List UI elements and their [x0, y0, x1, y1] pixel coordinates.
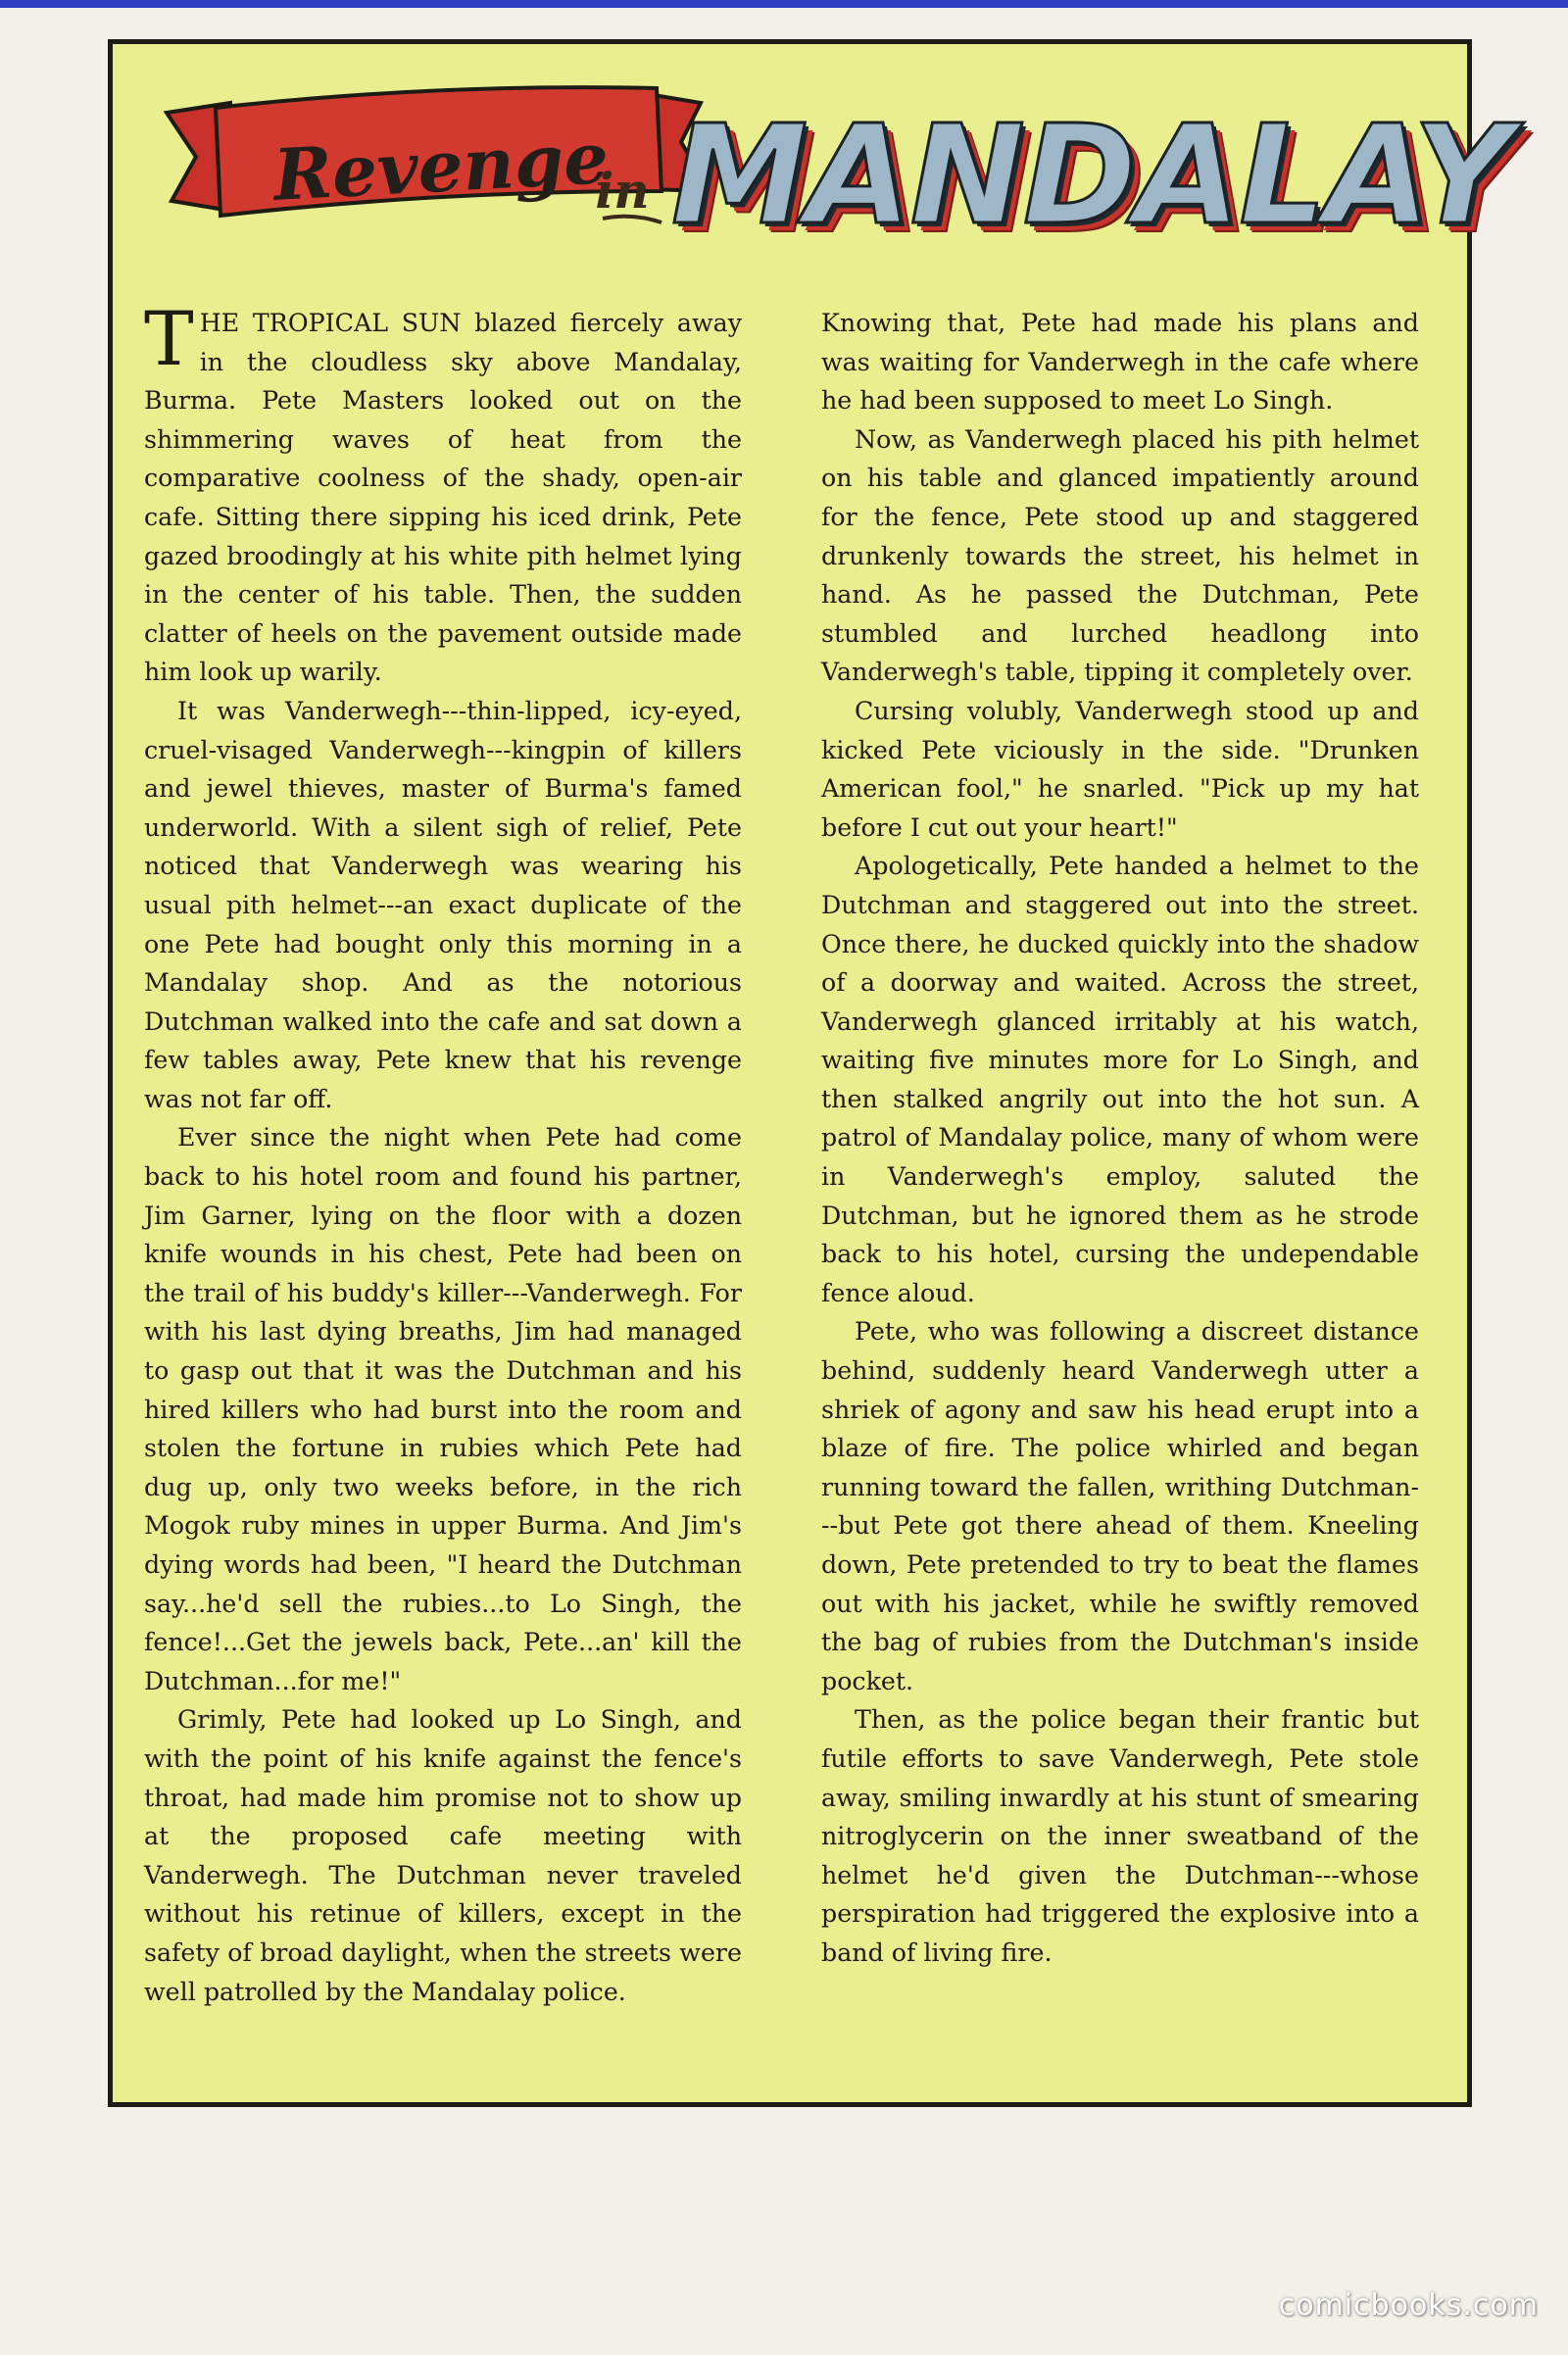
paragraph: Then, as the police began their frantic but futile efforts to save Vanderwegh, Pete stole away, smiling inwardly at his stunt of smearing nitroglycerin on the inner sweatband of the helmet he'd given the Dutchman---whose perspiration had triggered the explosive into a band of living fire.: [821, 1705, 1419, 1967]
paragraph: Grimly, Pete had looked up Lo Singh, and with the point of his knife against the fence's throat, had made him promise not to show up at the proposed cafe meeting with Vanderwegh. The Dutchman never traveled without his retinue of killers, except in the safety of broad daylight, when the streets were well patrolled by the Mandalay police.: [144, 1705, 742, 2006]
paragraph: Now, as Vanderwegh placed his pith helmet on his table and glanced impatiently around for the fence, Pete stood up and staggered drunkenly towards the street, his helmet in hand. As he passed the Dutchman, Pete stumbled and lurched headlong into Vanderwegh's table, tipping it completely over.: [821, 424, 1419, 687]
site-watermark: comicbooks.com: [1278, 2288, 1539, 2323]
paragraph: Apologetically, Pete handed a helmet to the Dutchman and staggered out into the street. Once there, he ducked quickly into the shadow of a doorway and waited. Across the street, Vanderwegh glanced irritably at his watch, waiting five minutes more for Lo Singh, and then stalked angrily out into the hot sun. A patrol of Mandalay police, many of whom were in Vanderwegh's employ, saluted the Dutchman, but he ignored them as he strode back to his hotel, cursing the undependable fence aloud.: [821, 852, 1419, 1307]
paragraph: THE TROPICAL SUN blazed fiercely away in the cloudless sky above Mandalay, Burma. Pete Masters looked out on the shimmering waves of heat from the comparative coolness of the shady, open-air cafe. Sitting there sipping his iced drink, Pete gazed broodingly at his white pith helmet lying in the center of his table. Then, the sudden clatter of heels on the pavement outside made him look up warily.: [144, 295, 742, 687]
title-banner: [113, 44, 1511, 289]
paragraph: Knowing that, Pete had made his plans and was waiting for Vanderwegh in the cafe where he had been supposed to meet Lo Singh.: [821, 309, 1419, 416]
drop-cap: T: [144, 295, 194, 382]
right-text-column: [821, 304, 1419, 1973]
left-text-column: [144, 295, 742, 2011]
title-word-revenge: Revenge: [271, 116, 611, 217]
title-word-mandalay: MANDALAY: [671, 96, 1511, 256]
top-color-strip: [0, 0, 1568, 8]
paragraph: Ever since the night when Pete had come back to his hotel room and found his partner, Jim Garner, lying on the floor with a dozen knife wounds in his chest, Pete had been on the trail of his buddy's killer---Vanderwegh. For with his last dying breaths, Jim had managed to gasp out that it was the Dutchman and his hired killers who had burst into the room and stolen the fortune in rubies which Pete had dug up, only two weeks before, in the rich Mogok ruby mines in upper Burma. And Jim's dying words had been, "I heard the Dutchman say...he'd sell the rubies...to Lo Singh, the fence!...Get the jewels back, Pete...an' kill the Dutchman...for me!": [144, 1123, 742, 1695]
paragraph: Pete, who was following a discreet distance behind, suddenly heard Vanderwegh utter a shriek of agony and saw his head erupt into a blaze of fire. The police whirled and began running toward the fallen, writhing Dutchman---but Pete got there ahead of them. Kneeling down, Pete pretended to try to beat the flames out with his jacket, while he swiftly removed the bag of rubies from the Dutchman's inside pocket.: [821, 1317, 1419, 1695]
paragraph: Cursing volubly, Vanderwegh stood up and kicked Pete viciously in the side. "Drunken American fool," he snarled. "Pick up my hat before I cut out your heart!": [821, 696, 1419, 842]
title-word-in: in: [595, 162, 650, 220]
story-panel: [108, 39, 1511, 2107]
paragraph: It was Vanderwegh---thin-lipped, icy-eyed, cruel-visaged Vanderwegh---kingpin of killers and jewel thieves, master of Burma's famed underworld. With a silent sigh of relief, Pete noticed that Vanderwegh was wearing his usual pith helmet---an exact duplicate of the one Pete had bought only this morning in a Mandalay shop. And as the notorious Dutchman walked into the cafe and sat down a few tables away, Pete knew that his revenge was not far off.: [144, 696, 742, 1113]
